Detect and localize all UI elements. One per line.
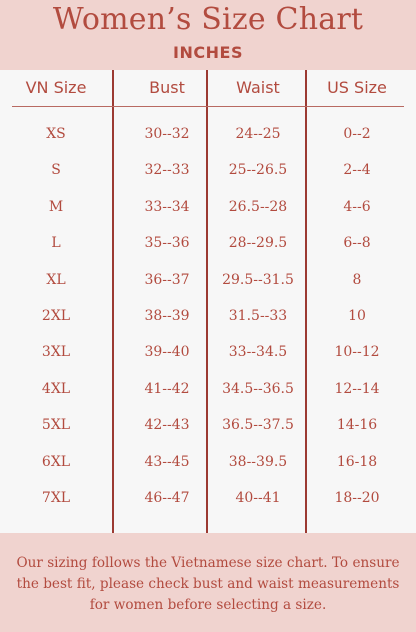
cell-bust: 43--45 bbox=[144, 453, 190, 470]
cell-us-size: 10--12 bbox=[334, 344, 380, 361]
cell-bust: 38--39 bbox=[144, 308, 190, 324]
cell-vn-size: 4XL bbox=[41, 380, 71, 397]
header-underline bbox=[12, 106, 404, 107]
cell-vn-size: XL bbox=[46, 271, 66, 288]
cell-waist: 25--26.5 bbox=[228, 162, 288, 179]
cell-vn-size: 3XL bbox=[41, 344, 71, 361]
cell-waist: 28--29.5 bbox=[228, 235, 288, 252]
cell-vn-size: 6XL bbox=[41, 453, 71, 470]
footer-note bbox=[0, 533, 416, 632]
column-header-vn-size: VN Size bbox=[25, 78, 87, 97]
cell-vn-size: 5XL bbox=[41, 417, 71, 434]
page-title: Women’s Size Chart bbox=[52, 2, 364, 37]
column-divider bbox=[112, 70, 114, 533]
sizing-note bbox=[4, 553, 412, 616]
cell-us-size: 8 bbox=[352, 271, 362, 288]
cell-waist: 24--25 bbox=[235, 126, 281, 142]
cell-us-size: 6--8 bbox=[343, 235, 371, 252]
cell-us-size: 0--2 bbox=[343, 126, 371, 142]
column-header-us-size: US Size bbox=[327, 78, 387, 97]
cell-bust: 46--47 bbox=[144, 490, 190, 506]
cell-vn-size: 2XL bbox=[41, 308, 71, 324]
cell-waist: 33--34.5 bbox=[228, 344, 288, 361]
cell-vn-size: L bbox=[51, 235, 61, 252]
cell-bust: 32--33 bbox=[144, 162, 190, 179]
cell-bust: 30--32 bbox=[144, 126, 190, 142]
cell-waist: 34.5--36.5 bbox=[222, 380, 294, 397]
cell-vn-size: S bbox=[51, 162, 61, 179]
cell-vn-size: XS bbox=[46, 126, 66, 142]
cell-bust: 42--43 bbox=[144, 417, 190, 434]
note-line: Our sizing follows the Vietnamese size chart. To ensure bbox=[16, 555, 400, 571]
cell-us-size: 18--20 bbox=[334, 490, 380, 506]
cell-bust: 33--34 bbox=[144, 198, 190, 215]
cell-waist: 31.5--33 bbox=[228, 308, 288, 324]
size-table bbox=[0, 70, 416, 533]
cell-vn-size: 7XL bbox=[41, 490, 71, 506]
cell-bust: 35--36 bbox=[144, 235, 190, 252]
note-line: the best fit, please check bust and waist measurements bbox=[16, 576, 400, 592]
cell-waist: 40--41 bbox=[235, 490, 281, 506]
cell-us-size: 16-18 bbox=[336, 453, 378, 470]
cell-vn-size: M bbox=[48, 198, 64, 215]
cell-bust: 41--42 bbox=[144, 380, 190, 397]
unit-label: INCHES bbox=[173, 43, 243, 62]
cell-bust: 39--40 bbox=[144, 344, 190, 361]
cell-us-size: 14-16 bbox=[336, 417, 378, 434]
cell-bust: 36--37 bbox=[144, 271, 190, 288]
cell-us-size: 4--6 bbox=[343, 198, 371, 215]
cell-us-size: 12--14 bbox=[334, 380, 380, 397]
column-header-bust: Bust bbox=[149, 78, 185, 97]
cell-waist: 36.5--37.5 bbox=[222, 417, 294, 434]
column-header-waist: Waist bbox=[236, 78, 280, 97]
note-line: for women before selecting a size. bbox=[89, 597, 327, 613]
cell-waist: 38--39.5 bbox=[228, 453, 288, 470]
chart-header bbox=[0, 0, 416, 70]
cell-waist: 29.5--31.5 bbox=[222, 271, 294, 288]
cell-us-size: 2--4 bbox=[343, 162, 371, 179]
cell-waist: 26.5--28 bbox=[228, 198, 288, 215]
cell-us-size: 10 bbox=[348, 308, 366, 324]
